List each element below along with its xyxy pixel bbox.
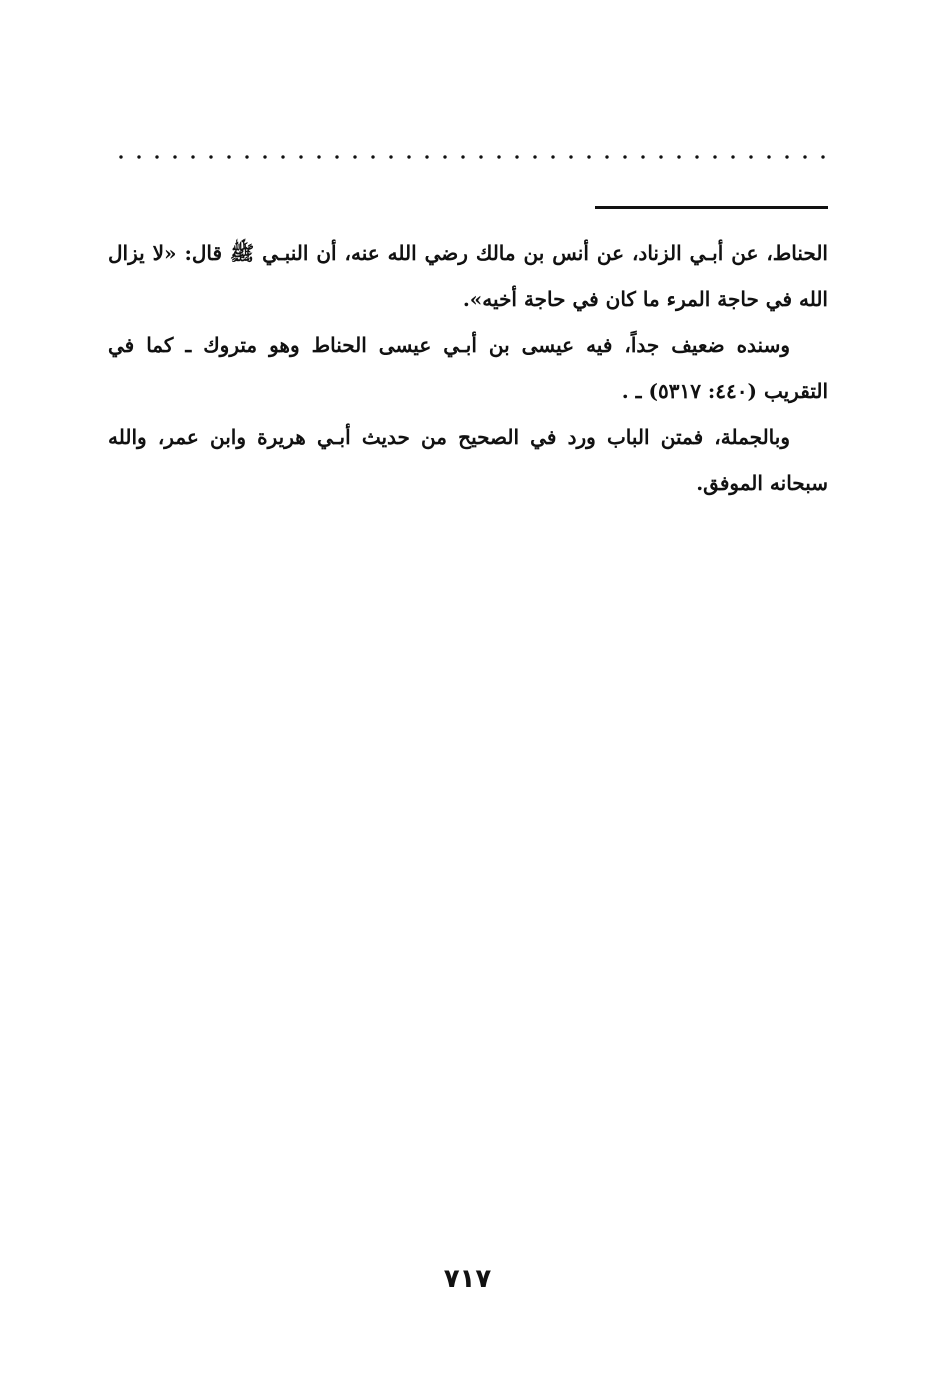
footnote-paragraph-isnad: وسنده ضعيف جداً، فيه عيسى بن أبـي عيسى الحناط وهو متروك ـ كما في التقريب (٤٤٠: ٥٣١٧) ـ . <box>108 333 828 403</box>
footnote-paragraph-hadith: الحناط، عن أبـي الزناد، عن أنس بن مالك رضي الله عنه، أن النبـي ﷺ قال: «لا يزال الله في حاجة المرء ما كان في حاجة أخيه». <box>108 241 828 311</box>
footnote-rule <box>595 206 828 209</box>
dotted-separator <box>112 150 828 164</box>
footnote-text-block <box>108 230 828 506</box>
footnote-paragraph-conclusion: وبالجملة، فمتن الباب ورد في الصحيح من حديث أبـي هريرة وابن عمر، والله سبحانه الموفق. <box>108 425 828 495</box>
page-number: ٧١٧ <box>443 1264 492 1294</box>
